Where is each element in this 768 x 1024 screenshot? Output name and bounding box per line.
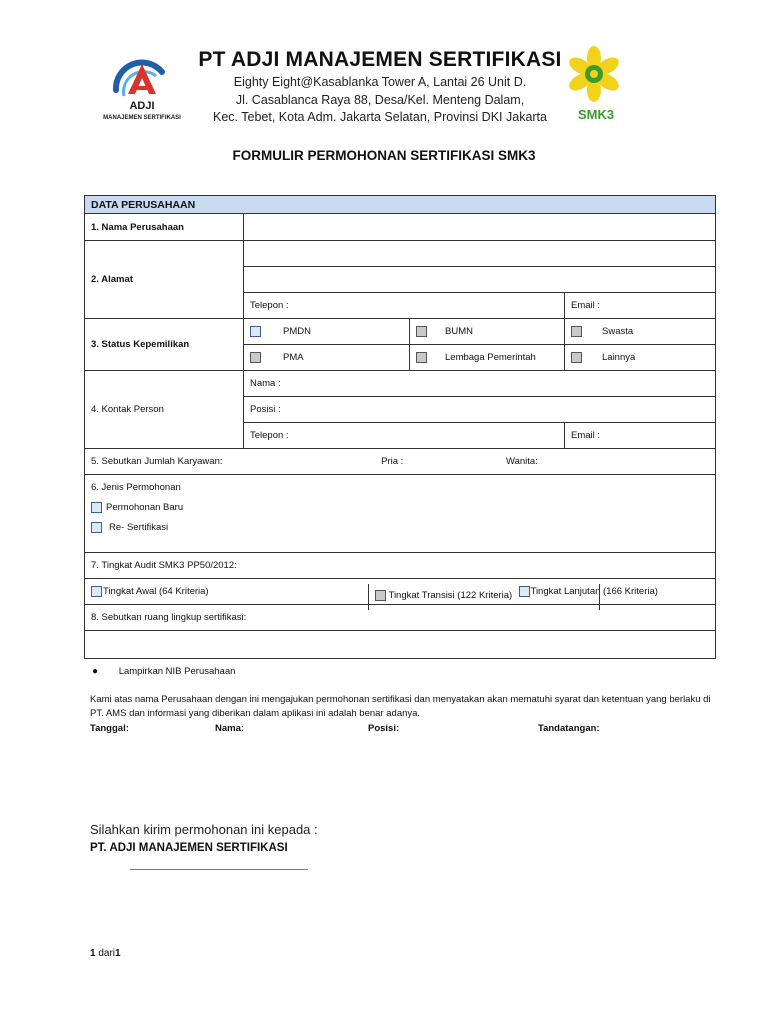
option-re-sertifikasi[interactable] — [91, 521, 709, 535]
adji-logo-text: ADJI — [129, 100, 155, 112]
option-swasta[interactable] — [565, 319, 716, 345]
field-alamat-2[interactable] — [244, 267, 716, 293]
field-nama-perusahaan[interactable] — [244, 214, 716, 241]
checkbox-tingkat-awal[interactable] — [91, 586, 102, 597]
option-lainnya[interactable] — [565, 345, 716, 371]
label-alamat: 2. Alamat — [85, 241, 244, 319]
option-pmdn[interactable] — [244, 319, 410, 345]
row-jenis-permohonan — [85, 475, 716, 553]
kp-email-label: Email : — [571, 430, 601, 441]
page-total: 1 — [115, 948, 121, 959]
page-number — [90, 948, 121, 959]
label-jenis-permohonan: 6. Jenis Permohonan — [91, 482, 181, 493]
company-name: PT ADJI MANAJEMEN SERTIFIKASI — [198, 48, 562, 71]
label-ruang-lingkup: 8. Sebutkan ruang lingkup sertifikasi: — [85, 605, 716, 631]
field-kp-email[interactable] — [565, 423, 716, 449]
label-wanita: Wanita: — [505, 456, 538, 467]
checkbox-pmdn[interactable] — [250, 326, 261, 337]
field-company-email[interactable] — [565, 293, 716, 319]
checkbox-tingkat-transisi[interactable] — [375, 590, 386, 601]
attachment-note-text: Lampirkan NIB Perusahaan — [118, 666, 236, 677]
label-nama-perusahaan: 1. Nama Perusahaan — [85, 214, 244, 241]
option-bumn-label: BUMN — [445, 326, 473, 337]
form-title: FORMULIR PERMOHONAN SERTIFIKASI SMK3 — [232, 148, 536, 163]
tingkat-lanjutan-label: Tingkat Lanjutan (166 Kriteria) — [530, 586, 658, 597]
option-swasta-label: Swasta — [602, 326, 634, 337]
option-permohonan-baru[interactable] — [91, 495, 709, 521]
option-pmdn-label: PMDN — [283, 326, 311, 337]
signature-posisi: Posisi: — [368, 723, 400, 734]
checkbox-permohonan-baru[interactable] — [91, 502, 102, 513]
divider-2 — [599, 584, 600, 610]
checkbox-swasta[interactable] — [571, 326, 582, 337]
field-company-telepon[interactable] — [244, 293, 565, 319]
checkbox-pma[interactable] — [250, 352, 261, 363]
send-underline — [130, 869, 308, 870]
tingkat-transisi-label: Tingkat Transisi (122 Kriteria) — [388, 589, 513, 601]
page-separator: dari — [95, 948, 116, 959]
label-pria: Pria : — [381, 456, 404, 467]
label-tingkat-audit: 7. Tingkat Audit SMK3 PP50/2012: — [85, 553, 716, 579]
option-tingkat-awal[interactable] — [85, 579, 513, 605]
send-company-name: PT. ADJI MANAJEMEN SERTIFIKASI — [90, 842, 288, 854]
declaration-statement: Kami atas nama Perusahaan dengan ini mengajukan permohonan sertifikasi dan menyatakan akan mematuhi syarat dan ketentuan yang berlaku di PT. AMS dan informasi yang diberikan dalam aplikasi ini adalah benar adanya. — [90, 694, 711, 719]
send-instruction: Silahkan kirim permohonan ini kepada : — [90, 822, 318, 837]
checkbox-lainnya[interactable] — [571, 352, 582, 363]
checkbox-bumn[interactable] — [416, 326, 427, 337]
company-email-label: Email : — [571, 300, 601, 311]
application-form-table — [84, 195, 716, 659]
option-pma-label: PMA — [283, 352, 304, 363]
signature-tandatangan: Tandatangan: — [538, 723, 600, 734]
option-pma[interactable] — [244, 345, 410, 371]
smk3-logo-text: SMK3 — [577, 107, 615, 122]
section-header: DATA PERUSAHAAN — [85, 196, 716, 214]
signature-nama: Nama: — [215, 723, 245, 734]
option-lembaga[interactable] — [410, 345, 565, 371]
kp-posisi-label: Posisi : — [250, 404, 281, 415]
field-kp-posisi[interactable] — [244, 397, 716, 423]
label-status-kepemilikan: 3. Status Kepemilikan — [85, 319, 244, 371]
checkbox-re-sertifikasi[interactable] — [91, 522, 102, 533]
address-line-2: Jl. Casablanca Raya 88, Desa/Kel. Menteng Dalam, — [235, 93, 525, 107]
option-lainnya-label: Lainnya — [602, 352, 636, 363]
label-jumlah-karyawan: 5. Sebutkan Jumlah Karyawan: — [91, 456, 223, 467]
field-ruang-lingkup[interactable] — [85, 631, 716, 659]
checkbox-lembaga-pemerintah[interactable] — [416, 352, 427, 363]
kp-telepon-label: Telepon : — [250, 430, 289, 441]
bullet-icon: ● — [92, 666, 99, 677]
option-lembaga-label: Lembaga Pemerintah — [445, 352, 536, 363]
address-line-3: Kec. Tebet, Kota Adm. Jakarta Selatan, Provinsi DKI Jakarta — [213, 110, 547, 124]
signature-tanggal: Tanggal: — [90, 723, 129, 734]
option-bumn[interactable] — [410, 319, 565, 345]
attachment-note — [92, 666, 235, 677]
permohonan-baru-label: Permohonan Baru — [106, 502, 184, 513]
tingkat-awal-label: Tingkat Awal (64 Kriteria) — [103, 586, 209, 597]
page-current: 1 — [90, 948, 96, 959]
field-kp-nama[interactable] — [244, 371, 716, 397]
re-sertifikasi-label: Re- Sertifikasi — [109, 522, 169, 533]
field-alamat-1[interactable] — [244, 241, 716, 267]
adji-logo-subtext: MANAJEMEN SERTIFIKASI — [103, 115, 181, 121]
company-telepon-label: Telepon : — [250, 300, 289, 311]
address-line-1: Eighty Eight@Kasablanka Tower A, Lantai 26 Unit D. — [233, 75, 527, 89]
divider-1 — [368, 584, 369, 610]
field-kp-telepon[interactable] — [244, 423, 565, 449]
kp-nama-label: Nama : — [250, 378, 281, 389]
checkbox-tingkat-lanjutan[interactable] — [519, 586, 530, 597]
option-tingkat-transisi[interactable] — [375, 590, 513, 601]
label-kontak-person: 4. Kontak Person — [85, 371, 244, 449]
row-jumlah-karyawan[interactable] — [85, 449, 716, 475]
